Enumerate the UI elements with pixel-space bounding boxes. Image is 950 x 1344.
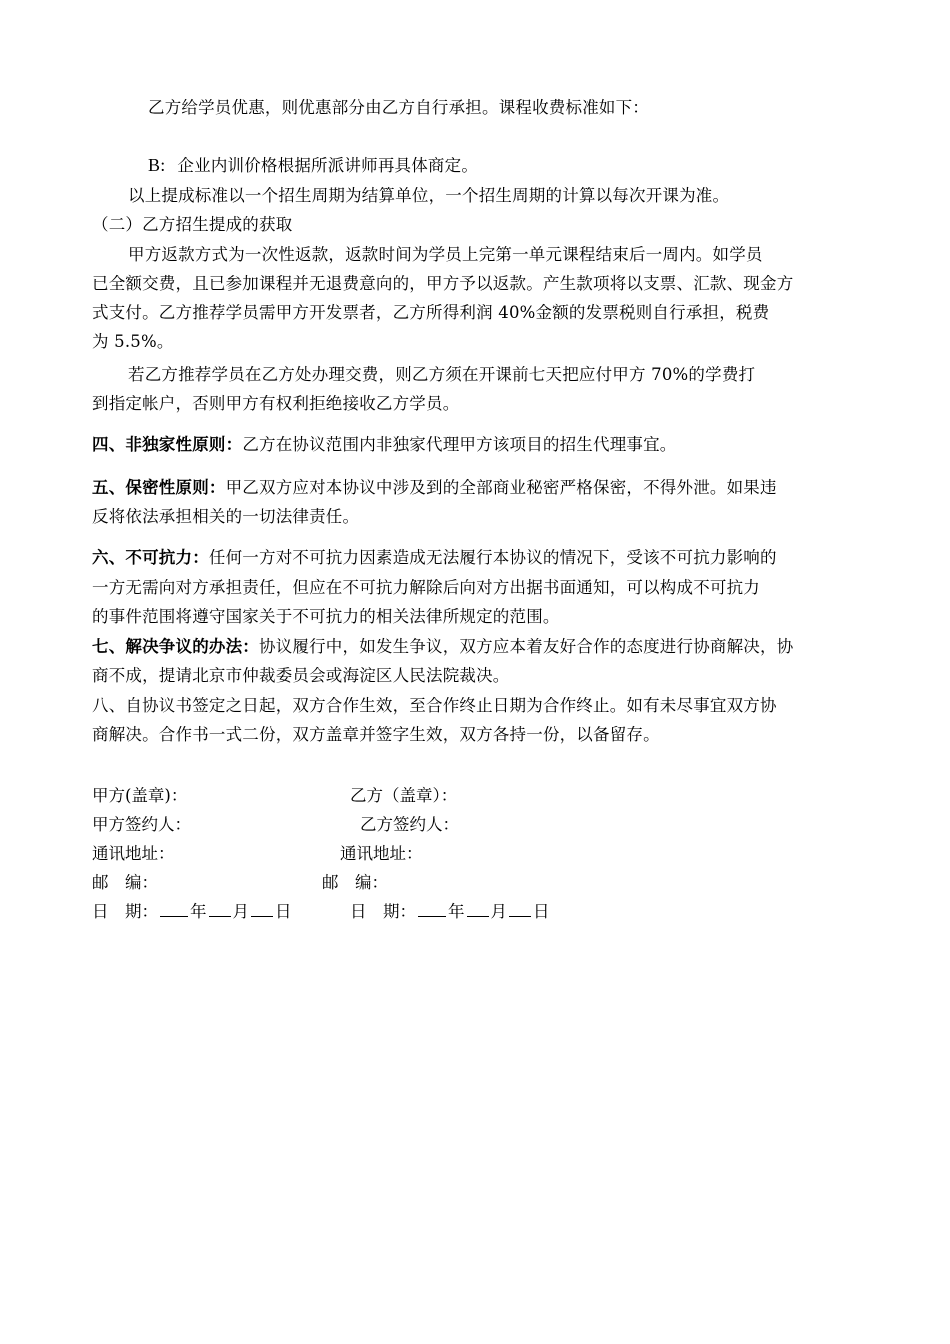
month-label: 月: [232, 902, 249, 921]
clause-confidentiality-title: 五、保密性原则：: [92, 478, 226, 497]
clause-dispute-text: 协议履行中，如发生争议，双方应本着友好合作的态度进行协商解决，协: [259, 637, 794, 656]
year-label: 年: [190, 902, 207, 921]
party-a-date: [92, 897, 292, 926]
paragraph-commission-standard: 以上提成标准以一个招生周期为结算单位，一个招生周期的计算以每次开课为准。: [128, 186, 730, 205]
day-blank: [509, 900, 531, 917]
paragraph-payment-line-1: 若乙方推荐学员在乙方处办理交费，则乙方须在开课前七天把应付甲方 70%的学费打: [128, 365, 756, 384]
paragraph-refund-line-1: 甲方返款方式为一次性返款，返款时间为学员上完第一单元课程结束后一周内。如学员: [128, 245, 763, 264]
day-label: 日: [275, 902, 292, 921]
party-b-date-label: 日 期：: [350, 902, 416, 921]
party-b-seal: 乙方（盖章）：: [350, 786, 458, 805]
month-blank: [467, 900, 489, 917]
party-a-postcode: 邮 编：: [92, 873, 158, 892]
clause-force-majeure-line-3: 的事件范围将遵守国家关于不可抗力的相关法律所规定的范围。: [92, 607, 560, 626]
clause-confidentiality-line-1: [92, 472, 862, 503]
item-text-b: 企业内训价格根据所派讲师再具体商定。: [177, 156, 479, 175]
day-label: 日: [533, 902, 550, 921]
paragraph-discount: 乙方给学员优惠，则优惠部分由乙方自行承担。课程收费标准如下：: [148, 98, 649, 117]
day-blank: [251, 900, 273, 917]
clause-non-exclusive-title: 四、非独家性原则：: [92, 435, 243, 454]
paragraph-corporate-training: [148, 150, 918, 181]
party-a-address: 通讯地址：: [92, 844, 175, 863]
paragraph-payment-line-2: 到指定帐户，否则甲方有权利拒绝接收乙方学员。: [92, 394, 460, 413]
party-a-date-label: 日 期：: [92, 902, 158, 921]
year-blank: [160, 900, 188, 917]
month-label: 月: [490, 902, 507, 921]
party-b-signer: 乙方签约人：: [360, 815, 459, 834]
month-blank: [209, 900, 231, 917]
item-label-b: B:: [148, 155, 166, 175]
section-heading-commission: （二）乙方招生提成的获取: [92, 215, 293, 234]
clause-non-exclusive-text: 乙方在协议范围内非独家代理甲方该项目的招生代理事宜。: [242, 435, 677, 454]
clause-confidentiality-text: 甲乙双方应对本协议中涉及到的全部商业秘密严格保密，不得外泄。如果违: [225, 478, 777, 497]
clause-dispute-line-2: 商不成，提请北京市仲裁委员会或海淀区人民法院裁决。: [92, 666, 510, 685]
paragraph-refund-line-4: 为 5.5%。: [92, 332, 174, 351]
clause-force-majeure-text: 任何一方对不可抗力因素造成无法履行本协议的情况下，受该不可抗力影响的: [208, 548, 777, 567]
clause-confidentiality-line-2: 反将依法承担相关的一切法律责任。: [92, 507, 360, 526]
clause-force-majeure-title: 六、不可抗力：: [92, 548, 209, 567]
party-b-address: 通讯地址：: [340, 844, 423, 863]
clause-dispute-line-1: [92, 631, 862, 662]
year-label: 年: [448, 902, 465, 921]
clause-non-exclusive: [92, 429, 862, 460]
year-blank: [418, 900, 446, 917]
party-a-seal: 甲方(盖章)：: [92, 786, 188, 805]
clause-force-majeure-line-2: 一方无需向对方承担责任，但应在不可抗力解除后向对方出据书面通知，可以构成不可抗力: [92, 578, 760, 597]
party-b-date: [350, 897, 550, 926]
clause-force-majeure-line-1: [92, 542, 862, 573]
paragraph-refund-line-3: 式支付。乙方推荐学员需甲方开发票者，乙方所得利润 40%金额的发票税则自行承担，税费: [92, 303, 770, 322]
party-a-signer: 甲方签约人：: [92, 815, 191, 834]
party-b-postcode: 邮 编：: [322, 873, 388, 892]
clause-effective-line-1: 八、自协议书签定之日起，双方合作生效，至合作终止日期为合作终止。如有未尽事宜双方协: [92, 696, 777, 715]
clause-effective-line-2: 商解决。合作书一式二份，双方盖章并签字生效，双方各持一份，以备留存。: [92, 725, 660, 744]
paragraph-refund-line-2: 已全额交费，且已参加课程并无退费意向的，甲方予以返款。产生款项将以支票、汇款、现金方: [92, 274, 794, 293]
clause-dispute-title: 七、解决争议的办法：: [92, 637, 259, 656]
